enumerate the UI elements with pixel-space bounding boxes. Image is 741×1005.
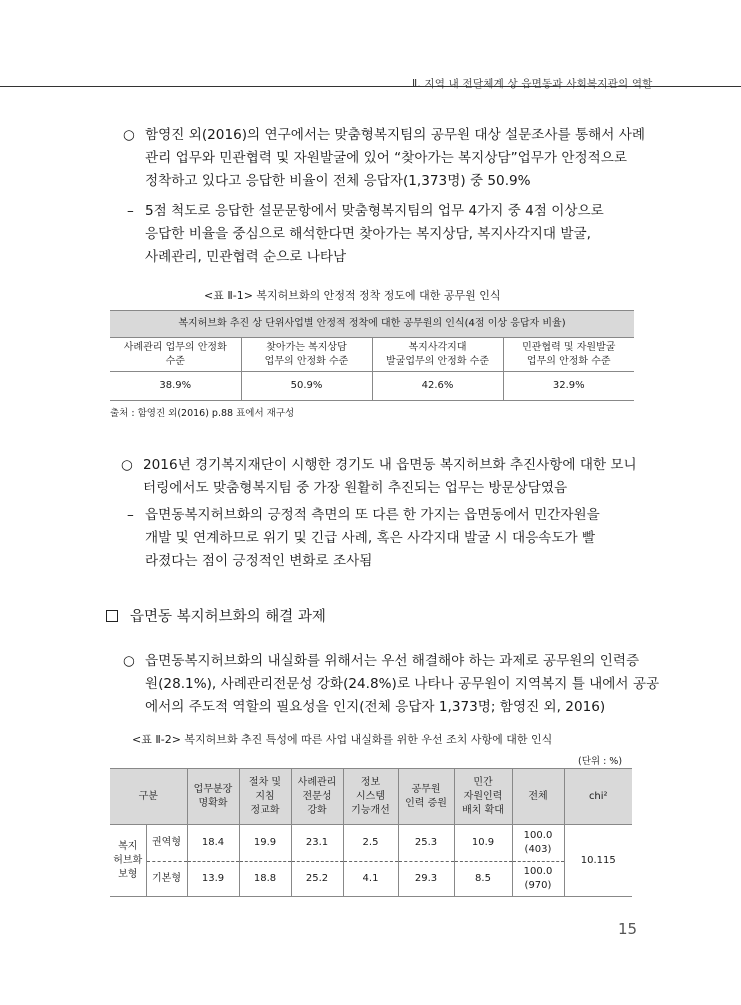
- table-2-cell: 8.5: [454, 862, 512, 897]
- section-title: [106, 605, 326, 626]
- table-2-cell: 19.9: [239, 825, 291, 862]
- paragraph-line: 응답한 비율을 중심으로 해석한다면 찾아가는 복지상담, 복지사각지대 발굴,: [145, 226, 591, 242]
- paragraph-line: 에서의 주도적 역할의 필요성을 인지(전체 응답자 1,373명; 함영진 외, 2016): [145, 699, 606, 715]
- section-title-text: 읍면동 복지허브화의 해결 과제: [130, 609, 326, 625]
- table-2-cell: 13.9: [187, 862, 239, 897]
- table-2-cell: 2.5: [343, 825, 398, 862]
- table-1-col-header: 사례관리 업무의 안정화 수준: [110, 338, 241, 372]
- circle-bullet: ○: [123, 127, 135, 143]
- table-2-col-header: 업무분장 명확화: [187, 769, 239, 825]
- table-1-source: 출처 : 함영진 외(2016) p.88 표에서 재구성: [110, 408, 295, 419]
- paragraph-4: [127, 504, 633, 573]
- table-2-cell: 10.9: [454, 825, 512, 862]
- square-bullet-icon: [106, 610, 118, 622]
- table-2-total-cell: 100.0 (403): [512, 825, 564, 862]
- table-2-total-cell: 100.0 (970): [512, 862, 564, 897]
- table-2-cell: 23.1: [291, 825, 343, 862]
- table-2-caption: <표 Ⅱ-2> 복지허브화 추진 특성에 따른 사업 내실화를 위한 우선 조치 사항에 대한 인식: [132, 733, 553, 746]
- page-number: 15: [618, 920, 638, 938]
- table-1-cell: 42.6%: [372, 372, 503, 401]
- paragraph-line: 읍면동복지허브화의 내실화를 위해서는 우선 해결해야 하는 과제로 공무원의 인력증: [145, 653, 640, 669]
- table-2-row-group: 복지 허브화 보형: [110, 825, 146, 897]
- table-2: [110, 768, 632, 897]
- paragraph-line: 정착하고 있다고 응답한 비율이 전체 응답자(1,373명) 중 50.9%: [145, 173, 531, 189]
- table-2-col-header: 민간 자원인력 배치 확대: [454, 769, 512, 825]
- table-2-cell: 18.8: [239, 862, 291, 897]
- table-2-row-type: 기본형: [146, 862, 187, 897]
- circle-bullet: ○: [121, 457, 133, 473]
- table-1-col-header: 민관협력 및 자원발굴 업무의 안정화 수준: [503, 338, 634, 372]
- table-2-col-header: 사례관리 전문성 강화: [291, 769, 343, 825]
- paragraph-line: 원(28.1%), 사례관리전문성 강화(24.8%)로 나타나 공무원이 지역복지 틀 내에서 공공: [145, 676, 660, 692]
- paragraph-line: 관리 업무와 민관협력 및 자원발굴에 있어 “찾아가는 복지상담”업무가 안정적으로: [145, 150, 627, 166]
- circle-bullet: ○: [123, 653, 135, 669]
- paragraph-line: 터링에서도 맞춤형복지팀 중 가장 원활히 추진되는 업무는 방문상담였음: [143, 480, 568, 496]
- paragraph-3: [121, 454, 637, 500]
- paragraph-line: 2016년 경기복지재단이 시행한 경기도 내 읍면동 복지허브화 추진사항에 대한 모니: [143, 457, 637, 473]
- table-2-unit: (단위 : %): [578, 756, 623, 767]
- table-2-cell: 4.1: [343, 862, 398, 897]
- dash-bullet: –: [127, 507, 134, 523]
- table-2-row-type: 권역형: [146, 825, 187, 862]
- dash-bullet: –: [127, 203, 134, 219]
- table-1-col-header: 복지사각지대 발굴업무의 안정화 수준: [372, 338, 503, 372]
- table-2-total-header: 전체: [512, 769, 564, 825]
- header-rule-left: [0, 86, 406, 87]
- table-2-cell: 18.4: [187, 825, 239, 862]
- paragraph-line: 개발 및 연계하므로 위기 및 긴급 사례, 혹은 사각지대 발굴 시 대응속도가 빨: [145, 530, 596, 546]
- table-2-cell: 25.3: [398, 825, 454, 862]
- table-2-chi-value: 10.115: [564, 825, 632, 897]
- table-1-header-span: 복지허브화 추진 상 단위사업별 안정적 정착에 대한 공무원의 인식(4점 이상 응답자 비율): [110, 311, 634, 338]
- table-2-cell: 29.3: [398, 862, 454, 897]
- table-1-caption: <표 Ⅱ-1> 복지허브화의 안정적 정착 정도에 대한 공무원 인식: [204, 289, 501, 302]
- paragraph-2: [127, 200, 633, 269]
- paragraph-line: 함영진 외(2016)의 연구에서는 맞춤형복지팀의 공무원 대상 설문조사를 통해서 사례: [145, 127, 645, 143]
- table-2-col-header: 공무원 인력 증원: [398, 769, 454, 825]
- table-1-cell: 38.9%: [110, 372, 241, 401]
- paragraph-5: [123, 650, 660, 719]
- table-1-cell: 50.9%: [241, 372, 372, 401]
- paragraph-line: 5점 척도로 응답한 설문문항에서 맞춤형복지팀의 업무 4가지 중 4점 이상으로: [145, 203, 604, 219]
- paragraph-1: [123, 124, 645, 193]
- table-2-cell: 25.2: [291, 862, 343, 897]
- paragraph-line: 라졌다는 점이 긍정적인 변화로 조사됨: [145, 553, 373, 569]
- table-2-col-header: 절차 및 지침 정교화: [239, 769, 291, 825]
- table-2-col-header: 정보 시스템 기능개선: [343, 769, 398, 825]
- table-2-group-header: 구분: [110, 769, 187, 825]
- running-header: Ⅱ. 지역 내 전달체계 상 읍면동과 사회복지관의 역할: [412, 78, 653, 90]
- table-2-chi-header: chi²: [564, 769, 632, 825]
- paragraph-line: 읍면동복지허브화의 긍정적 측면의 또 다른 한 가지는 읍면동에서 민간자원을: [145, 507, 600, 523]
- paragraph-line: 사례관리, 민관협력 순으로 나타남: [145, 249, 347, 265]
- table-1: [110, 310, 634, 401]
- table-1-cell: 32.9%: [503, 372, 634, 401]
- table-1-col-header: 찾아가는 복지상담 업무의 안정화 수준: [241, 338, 372, 372]
